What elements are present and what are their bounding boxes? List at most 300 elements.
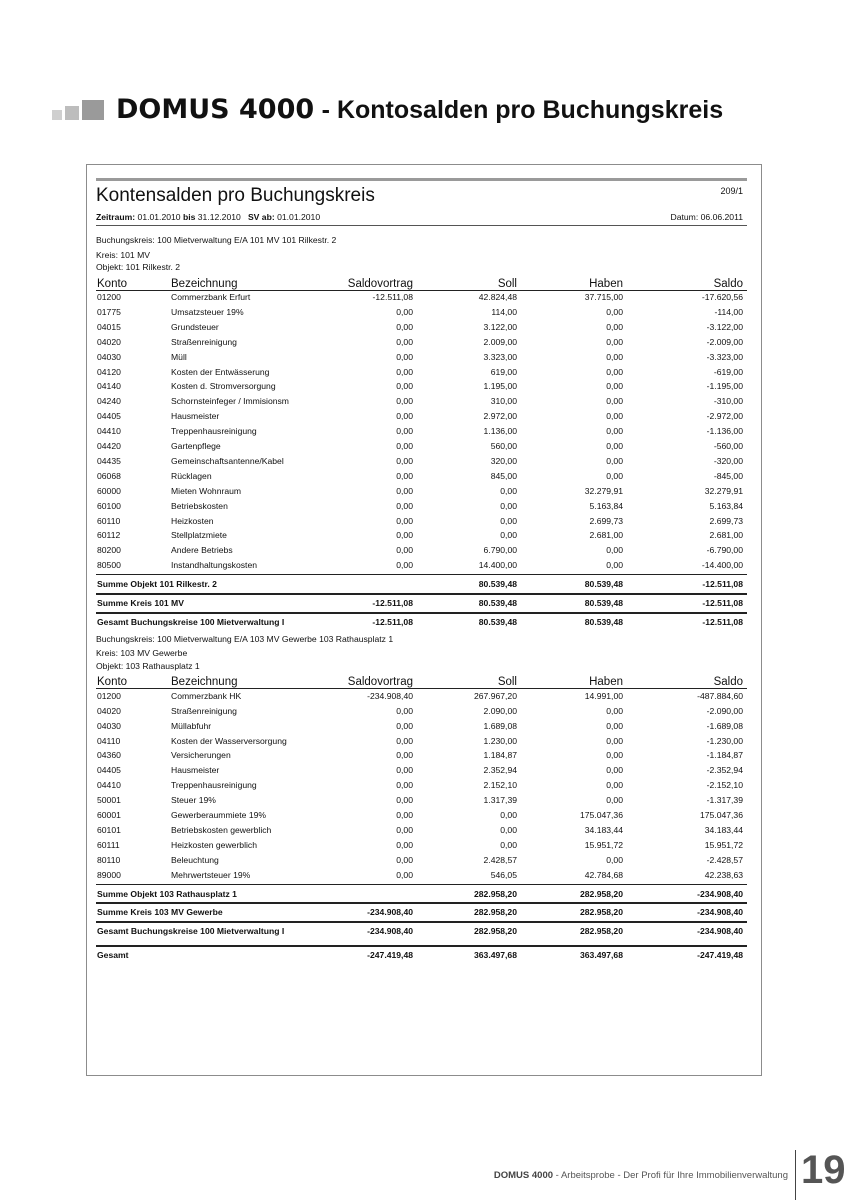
cell-konto: 06068: [97, 470, 121, 481]
cell-konto: 80110: [97, 854, 121, 865]
cell-haben: 0,00: [606, 795, 623, 806]
cell-konto: 01200: [97, 690, 121, 701]
cell-saldovortrag: 0,00: [396, 560, 413, 571]
cell-bezeichnung: Straßenreinigung: [171, 705, 237, 716]
cell-saldo: -560,00: [713, 441, 743, 451]
sum-objekt-row-haben: 282.958,20: [579, 888, 623, 899]
table-row: [96, 484, 747, 499]
table-header: [96, 277, 747, 291]
cell-konto: 60112: [97, 530, 121, 541]
table-row: [96, 763, 747, 778]
cell-soll: 1.195,00: [483, 381, 517, 392]
sum-gesamt-row-saldovortrag: -234.908,40: [367, 926, 413, 937]
meta-divider: [96, 225, 747, 226]
cell-saldo: -320,00: [713, 455, 743, 466]
sum-objekt-row-saldo: -234.908,40: [697, 888, 743, 899]
cell-saldovortrag: 0,00: [396, 705, 413, 716]
cell-soll: 3.323,00: [483, 351, 517, 362]
cell-konto: 04360: [97, 750, 121, 761]
sum-gesamt-row-label: Gesamt Buchungskreise 100 Mietverwaltung I: [97, 616, 285, 627]
cell-bezeichnung: Betriebskosten gewerblich: [171, 824, 272, 835]
cell-saldo: 42.238,63: [704, 869, 743, 880]
cell-haben: 2.681,00: [589, 530, 623, 541]
footer-brand: DOMUS 4000: [493, 1170, 554, 1181]
cell-soll: 114,00: [491, 306, 517, 317]
column-header-soll: Soll: [497, 676, 517, 689]
cell-konto: 04435: [97, 455, 121, 466]
cell-bezeichnung: Versicherungen: [171, 750, 231, 761]
table-row: [96, 424, 747, 439]
sum-gesamt-row-haben: 80.539,48: [584, 616, 623, 627]
cell-saldovortrag: 0,00: [396, 545, 413, 556]
column-header-saldo: Saldo: [713, 277, 743, 290]
cell-haben: 0,00: [606, 381, 623, 392]
sum-kreis-row-saldovortrag: -12.511,08: [372, 598, 413, 608]
report-meta: [96, 212, 747, 223]
cell-soll: 560,00: [490, 441, 517, 451]
cell-soll: 310,00: [490, 396, 517, 407]
table-row: [96, 778, 747, 793]
cell-soll: 320,00: [490, 455, 517, 466]
cell-haben: 0,00: [606, 351, 623, 362]
table-row: [96, 454, 747, 469]
cell-soll: 3.122,00: [483, 321, 517, 332]
sum-kreis-row-label: Summe Kreis 103 MV Gewerbe: [97, 907, 223, 918]
cell-saldo: 175.047,36: [699, 810, 743, 820]
cell-soll: 845,00: [490, 470, 517, 481]
cell-haben: 32.279,91: [584, 485, 623, 496]
cell-saldo: -2.152,10: [706, 780, 743, 791]
cell-haben: 42.784,68: [584, 869, 623, 880]
table-row: [96, 558, 747, 573]
cell-haben: 0,00: [606, 765, 623, 776]
cell-konto: 04140: [97, 381, 121, 392]
total-rule: [96, 945, 747, 947]
cell-bezeichnung: Heizkosten: [171, 515, 214, 526]
cell-soll: 42.824,48: [478, 292, 517, 302]
cell-saldovortrag: 0,00: [396, 854, 413, 865]
cell-saldo: -6.790,00: [706, 545, 743, 556]
cell-saldo: -1.195,00: [706, 381, 743, 392]
table-header: [96, 675, 747, 689]
table-row: [96, 543, 747, 558]
cell-haben: 0,00: [606, 366, 623, 377]
cell-saldovortrag: 0,00: [396, 426, 413, 437]
column-header-saldovortrag: Saldovortrag: [347, 676, 413, 689]
sum-gesamt-row: [96, 615, 747, 630]
cell-bezeichnung: Instandhaltungskosten: [171, 560, 258, 571]
table-row: [96, 379, 747, 394]
cell-haben: 0,00: [606, 306, 623, 317]
cell-bezeichnung: Hausmeister: [171, 765, 220, 776]
cell-haben: 0,00: [606, 735, 623, 746]
cell-saldo: -2.090,00: [706, 705, 743, 716]
cell-haben: 0,00: [606, 321, 623, 332]
cell-bezeichnung: Hausmeister: [171, 411, 220, 422]
cell-bezeichnung: Heizkosten gewerblich: [171, 839, 257, 850]
cell-soll: 0,00: [500, 810, 517, 820]
cell-bezeichnung: Commerzbank Erfurt: [171, 292, 251, 302]
cell-bezeichnung: Treppenhausreinigung: [171, 780, 257, 791]
cell-saldovortrag: 0,00: [396, 765, 413, 776]
cell-saldovortrag: 0,00: [396, 366, 413, 377]
sum-gesamt-row: [96, 924, 747, 939]
cell-saldo: -1.230,00: [706, 735, 743, 746]
cell-konto: 60000: [97, 485, 121, 496]
page-number: 19: [801, 1148, 846, 1192]
kreis-label: Kreis: 101 MV: [96, 249, 150, 260]
cell-saldo: -114,00: [714, 306, 743, 317]
grand-total-row: [96, 948, 747, 963]
objekt-label: Objekt: 101 Rilkestr. 2: [96, 262, 181, 272]
cell-haben: 0,00: [606, 411, 623, 422]
cell-haben: 0,00: [606, 470, 623, 481]
cell-soll: 2.972,00: [483, 411, 517, 422]
cell-konto: 04020: [97, 336, 121, 347]
cell-saldo: -2.009,00: [706, 336, 743, 347]
cell-bezeichnung: Umsatzsteuer 19%: [171, 306, 244, 317]
cell-haben: 14.991,00: [584, 690, 623, 701]
table-row: [96, 704, 747, 719]
cell-bezeichnung: Treppenhausreinigung: [171, 426, 257, 437]
cell-bezeichnung: Schornsteinfeger / Immisionsm: [171, 396, 289, 407]
cell-haben: 0,00: [606, 720, 623, 731]
sum-kreis-row-saldo: -234.908,40: [697, 907, 743, 918]
table-row: [96, 823, 747, 838]
cell-soll: 2.152,10: [483, 780, 517, 791]
buchungskreis-label: Buchungskreis: 100 Mietverwaltung E/A 101 MV 101 Rilkestr. 2: [96, 235, 337, 245]
cell-saldovortrag: 0,00: [396, 411, 413, 422]
table-row: [96, 499, 747, 514]
cell-konto: 50001: [97, 795, 121, 806]
cell-soll: 0,00: [500, 515, 517, 526]
cell-bezeichnung: Müllabfuhr: [171, 720, 212, 731]
cell-bezeichnung: Mehrwertsteuer 19%: [171, 869, 251, 880]
brand-name: DOMUS 4000: [116, 94, 315, 125]
table-row: [96, 853, 747, 868]
sum-objekt-row: [96, 577, 747, 592]
cell-konto: 04405: [97, 765, 121, 776]
table-row: [96, 305, 747, 320]
cell-saldovortrag: 0,00: [396, 455, 413, 466]
cell-saldo: -487.884,60: [697, 690, 743, 701]
column-header-saldo: Saldo: [713, 676, 743, 689]
page-footer: [494, 1170, 788, 1181]
cell-saldovortrag: 0,00: [396, 470, 413, 481]
cell-konto: 04110: [97, 735, 121, 746]
grand-total-row-label: Gesamt: [97, 950, 129, 961]
cell-bezeichnung: Beleuchtung: [171, 854, 219, 865]
cell-saldovortrag: 0,00: [396, 735, 413, 746]
cell-saldo: -14.400,00: [701, 560, 743, 571]
cell-saldovortrag: 0,00: [396, 780, 413, 791]
table-row: [96, 469, 747, 484]
cell-konto: 04015: [97, 321, 121, 332]
cell-konto: 04405: [97, 411, 121, 422]
cell-saldo: -3.122,00: [706, 321, 743, 332]
cell-soll: 546,05: [490, 869, 517, 880]
cell-soll: 0,00: [500, 530, 517, 541]
sum-objekt-row-label: Summe Objekt 101 Rilkestr. 2: [97, 579, 217, 590]
cell-haben: 175.047,36: [579, 810, 623, 820]
cell-haben: 0,00: [606, 426, 623, 437]
cell-haben: 2.699,73: [589, 515, 623, 526]
footer-divider: [795, 1150, 796, 1200]
cell-bezeichnung: Gewerberaummiete 19%: [171, 810, 267, 820]
cell-haben: 0,00: [606, 441, 623, 451]
sum-kreis-row-soll: 80.539,48: [478, 598, 517, 608]
cell-saldo: -2.428,57: [706, 854, 743, 865]
column-header-soll: Soll: [497, 277, 517, 290]
cell-saldo: 2.699,73: [709, 515, 743, 526]
cell-soll: 0,00: [500, 824, 517, 835]
cell-konto: 80500: [97, 560, 121, 571]
cell-konto: 04120: [97, 366, 121, 377]
sv-label: SV ab:: [247, 212, 275, 222]
sum-rule: [96, 921, 747, 923]
cell-soll: 2.090,00: [483, 705, 517, 716]
cell-haben: 0,00: [606, 750, 623, 761]
sum-objekt-row-soll: 80.539,48: [478, 579, 517, 590]
sum-kreis-row-saldo: -12.511,08: [702, 598, 743, 608]
cell-soll: 267.967,20: [473, 690, 517, 701]
page-title: [116, 94, 723, 125]
objekt-label: Objekt: 103 Rathausplatz 1: [96, 660, 200, 671]
cell-saldovortrag: 0,00: [396, 351, 413, 362]
column-header-konto: Konto: [97, 676, 128, 689]
table-row: [96, 514, 747, 529]
cell-bezeichnung: Commerzbank HK: [171, 690, 242, 701]
cell-soll: 2.352,94: [483, 765, 517, 776]
column-header-bezeichnung: Bezeichnung: [171, 277, 238, 290]
cell-saldo: 34.183,44: [704, 824, 743, 835]
cell-saldovortrag: 0,00: [396, 441, 413, 451]
cell-bezeichnung: Kosten der Wasserversorgung: [171, 735, 287, 746]
footer-text: - Arbeitsprobe - Der Profi für Ihre Immobilienverwaltung: [555, 1170, 788, 1181]
cell-konto: 04030: [97, 351, 121, 362]
page-title-text: - Kontosalden pro Buchungskreis: [321, 96, 724, 124]
table-row: [96, 793, 747, 808]
grand-total-row-soll: 363.497,68: [473, 950, 517, 961]
report-top-rule: [96, 178, 747, 181]
cell-saldovortrag: 0,00: [396, 824, 413, 835]
cell-soll: 0,00: [500, 839, 517, 850]
table-row: [96, 365, 747, 380]
sum-kreis-row: [96, 596, 747, 611]
cell-bezeichnung: Andere Betriebs: [171, 545, 233, 556]
zeitraum-to: 31.12.2010: [197, 212, 241, 222]
cell-haben: 34.183,44: [584, 824, 623, 835]
column-header-bezeichnung: Bezeichnung: [171, 676, 238, 689]
cell-konto: 89000: [97, 869, 121, 880]
cell-saldovortrag: 0,00: [396, 810, 413, 820]
sum-rule: [96, 884, 747, 885]
table-row: [96, 808, 747, 823]
cell-saldo: -2.352,94: [706, 765, 743, 776]
cell-saldo: -619,00: [713, 366, 743, 377]
cell-haben: 0,00: [606, 560, 623, 571]
cell-konto: 04240: [97, 396, 121, 407]
cell-saldovortrag: 0,00: [396, 381, 413, 392]
cell-soll: 6.790,00: [483, 545, 517, 556]
cell-konto: 01775: [97, 306, 121, 317]
cell-saldovortrag: 0,00: [396, 869, 413, 880]
sum-objekt-row-soll: 282.958,20: [473, 888, 517, 899]
sv-date: 01.01.2010: [277, 212, 321, 222]
report-date: Datum: 06.06.2011: [670, 212, 743, 222]
cell-bezeichnung: Kosten der Entwässerung: [171, 366, 270, 377]
cell-saldovortrag: 0,00: [396, 396, 413, 407]
cell-soll: 2.428,57: [483, 854, 517, 865]
cell-saldovortrag: 0,00: [396, 336, 413, 347]
cell-haben: 0,00: [606, 336, 623, 347]
sum-rule: [96, 612, 747, 614]
sum-objekt-row-label: Summe Objekt 103 Rathausplatz 1: [97, 888, 237, 899]
cell-soll: 1.689,08: [483, 720, 517, 731]
sum-kreis-row-label: Summe Kreis 101 MV: [97, 598, 184, 608]
table-row: [96, 528, 747, 543]
cell-saldo: 32.279,91: [704, 485, 743, 496]
cell-saldo: 5.163,84: [709, 500, 743, 511]
cell-saldo: -1.317,39: [706, 795, 743, 806]
cell-bezeichnung: Straßenreinigung: [171, 336, 237, 347]
cell-haben: 5.163,84: [589, 500, 623, 511]
table-row: [96, 320, 747, 335]
table-row: [96, 335, 747, 350]
column-header-saldovortrag: Saldovortrag: [347, 277, 413, 290]
cell-bezeichnung: Grundsteuer: [171, 321, 219, 332]
table-row: [96, 439, 747, 454]
cell-soll: 1.136,00: [483, 426, 517, 437]
cell-saldo: 15.951,72: [704, 839, 743, 850]
sum-gesamt-row-saldo: -12.511,08: [702, 616, 743, 627]
cell-saldovortrag: 0,00: [396, 515, 413, 526]
sum-kreis-row-soll: 282.958,20: [473, 907, 517, 918]
grand-total-row-saldo: -247.419,48: [697, 950, 743, 961]
table-row: [96, 689, 747, 704]
sum-objekt-row: [96, 887, 747, 902]
table-row: [96, 838, 747, 853]
cell-saldovortrag: 0,00: [396, 530, 413, 541]
report-page-ref: 209/1: [720, 186, 743, 196]
sum-rule: [96, 574, 747, 575]
sum-kreis-row-saldovortrag: -234.908,40: [367, 907, 413, 918]
cell-saldovortrag: 0,00: [396, 485, 413, 496]
column-header-haben: Haben: [589, 277, 623, 290]
cell-haben: 0,00: [606, 854, 623, 865]
cell-bezeichnung: Gartenpflege: [171, 441, 221, 451]
cell-saldo: -1.136,00: [706, 426, 743, 437]
cell-soll: 0,00: [500, 485, 517, 496]
cell-soll: 1.317,39: [483, 795, 517, 806]
cell-haben: 37.715,00: [584, 292, 623, 302]
cell-konto: 60110: [97, 515, 121, 526]
table-row: [96, 394, 747, 409]
table-row: [96, 719, 747, 734]
cell-bezeichnung: Gemeinschaftsantenne/Kabel: [171, 455, 284, 466]
cell-haben: 0,00: [606, 545, 623, 556]
cell-haben: 0,00: [606, 780, 623, 791]
cell-haben: 0,00: [606, 396, 623, 407]
cell-saldo: -1.689,08: [706, 720, 743, 731]
sum-kreis-row-haben: 282.958,20: [579, 907, 623, 918]
column-header-haben: Haben: [589, 676, 623, 689]
cell-soll: 1.230,00: [483, 735, 517, 746]
cell-saldo: -3.323,00: [706, 351, 743, 362]
cell-bezeichnung: Kosten d. Stromversorgung: [171, 381, 276, 392]
buchungskreis-label: Buchungskreis: 100 Mietverwaltung E/A 103 MV Gewerbe 103 Rathausplatz 1: [96, 633, 394, 644]
cell-saldovortrag: -234.908,40: [367, 690, 413, 701]
cell-saldo: -17.620,56: [701, 292, 743, 302]
kreis-label: Kreis: 103 MV Gewerbe: [96, 648, 188, 659]
cell-haben: 0,00: [606, 455, 623, 466]
cell-konto: 60111: [97, 839, 120, 850]
cell-konto: 04020: [97, 705, 121, 716]
cell-bezeichnung: Stellplatzmiete: [171, 530, 227, 541]
cell-soll: 1.184,87: [483, 750, 517, 761]
cell-konto: 80200: [97, 545, 121, 556]
cell-saldovortrag: 0,00: [396, 306, 413, 317]
cell-saldo: -310,00: [713, 396, 743, 407]
report-frame: [86, 164, 762, 1076]
table-row: [96, 734, 747, 749]
cell-saldovortrag: 0,00: [396, 839, 413, 850]
cell-bezeichnung: Steuer 19%: [171, 795, 216, 806]
cell-soll: 0,00: [500, 500, 517, 511]
table-row: [96, 290, 747, 305]
table-row: [96, 409, 747, 424]
sum-gesamt-row-soll: 282.958,20: [473, 926, 517, 937]
cell-bezeichnung: Müll: [171, 351, 187, 362]
bis-label: bis: [182, 212, 196, 222]
table-row: [96, 350, 747, 365]
cell-saldovortrag: 0,00: [396, 795, 413, 806]
report-title: Kontensalden pro Buchungskreis: [96, 185, 375, 206]
zeitraum-label: Zeitraum:: [96, 212, 136, 222]
sum-gesamt-row-saldo: -234.908,40: [697, 926, 743, 937]
cell-konto: 01200: [97, 292, 121, 302]
sum-objekt-row-saldo: -12.511,08: [702, 579, 743, 590]
table-row: [96, 748, 747, 763]
cell-soll: 14.400,00: [478, 560, 517, 571]
sum-gesamt-row-saldovortrag: -12.511,08: [372, 616, 413, 627]
cell-soll: 2.009,00: [483, 336, 517, 347]
cell-bezeichnung: Betriebskosten: [171, 500, 228, 511]
cell-saldovortrag: 0,00: [396, 500, 413, 511]
cell-saldo: -845,00: [713, 470, 743, 481]
cell-bezeichnung: Rücklagen: [171, 470, 212, 481]
cell-saldovortrag: 0,00: [396, 720, 413, 731]
sum-objekt-row-haben: 80.539,48: [584, 579, 623, 590]
cell-saldovortrag: -12.511,08: [372, 292, 413, 302]
cell-saldovortrag: 0,00: [396, 321, 413, 332]
cell-saldo: 2.681,00: [709, 530, 743, 541]
sum-rule: [96, 593, 747, 595]
cell-soll: 619,00: [490, 366, 517, 377]
sum-gesamt-row-soll: 80.539,48: [478, 616, 517, 627]
cell-konto: 04410: [97, 780, 121, 791]
sum-gesamt-row-label: Gesamt Buchungskreise 100 Mietverwaltung I: [97, 926, 285, 937]
cell-saldovortrag: 0,00: [396, 750, 413, 761]
sum-kreis-row-haben: 80.539,48: [584, 598, 623, 608]
cell-konto: 04410: [97, 426, 121, 437]
cell-haben: 15.951,72: [584, 839, 623, 850]
cell-konto: 60100: [97, 500, 121, 511]
column-header-konto: Konto: [97, 277, 128, 290]
grand-total-row-saldovortrag: -247.419,48: [367, 950, 413, 961]
sum-kreis-row: [96, 905, 747, 920]
cell-saldo: -1.184,87: [706, 750, 743, 761]
